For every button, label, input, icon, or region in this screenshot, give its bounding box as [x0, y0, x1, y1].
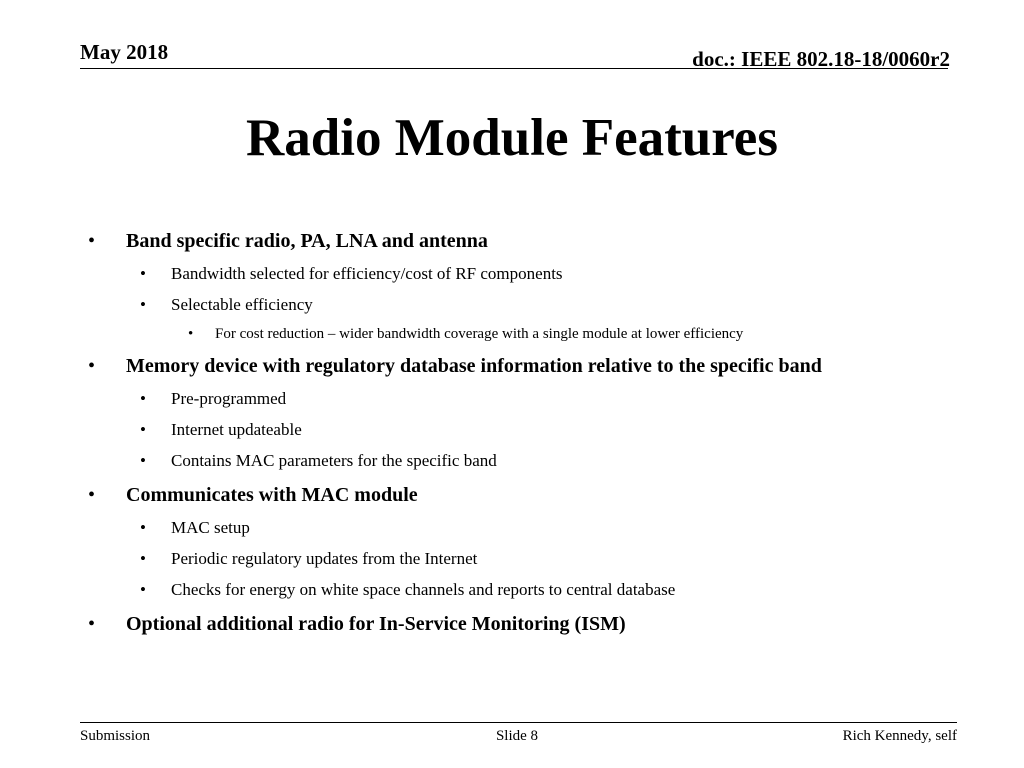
footer-divider — [80, 722, 957, 723]
bullet-marker: • — [140, 389, 146, 408]
sub-bullet-text: Pre-programmed — [171, 389, 287, 408]
sub-bullet-item — [140, 549, 478, 569]
bullet-item — [88, 484, 418, 507]
bullet-text: Band specific radio, PA, LNA and antenna — [126, 230, 488, 252]
bullet-marker: • — [140, 451, 146, 470]
slide-title: Radio Module Features — [246, 109, 778, 167]
bullet-marker: • — [140, 518, 146, 537]
sub-bullet-text: Contains MAC parameters for the specific band — [171, 451, 497, 470]
sub-bullet-item — [140, 295, 313, 315]
sub-sub-bullet-text: For cost reduction – wider bandwidth coverage with a single module at lower efficiency — [215, 326, 744, 342]
bullet-item — [88, 230, 488, 253]
footer-slide-number: Slide 8 — [495, 728, 539, 744]
bullet-item — [88, 613, 626, 636]
sub-bullet-item — [140, 580, 676, 600]
sub-bullet-text: Selectable efficiency — [171, 295, 313, 314]
sub-bullet-text: Internet updateable — [171, 420, 302, 439]
sub-bullet-text: MAC setup — [171, 518, 250, 537]
sub-bullet-item — [140, 518, 250, 538]
bullet-text: Communicates with MAC module — [126, 484, 418, 506]
header-date: May 2018 — [80, 40, 169, 64]
footer-submission: Submission — [80, 728, 151, 744]
bullet-marker: • — [88, 230, 96, 252]
bullet-marker: • — [140, 264, 146, 283]
sub-bullet-item — [140, 420, 302, 440]
bullet-marker: • — [88, 355, 96, 377]
sub-bullet-item — [140, 264, 563, 284]
bullet-marker: • — [88, 613, 96, 635]
bullet-marker: • — [188, 326, 194, 342]
sub-bullet-text: Bandwidth selected for efficiency/cost of RF components — [171, 264, 563, 283]
bullet-item — [88, 355, 822, 378]
bullet-text: Optional additional radio for In-Service Monitoring (ISM) — [126, 613, 626, 635]
bullet-marker: • — [140, 420, 146, 439]
footer-author: Rich Kennedy, self — [842, 728, 957, 744]
bullet-marker: • — [140, 549, 146, 568]
bullet-text: Memory device with regulatory database information relative to the specific band — [126, 355, 822, 377]
sub-bullet-text: Periodic regulatory updates from the Internet — [171, 549, 478, 568]
header-doc-id: doc.: IEEE 802.18-18/0060r2 — [692, 47, 950, 71]
bullet-marker: • — [88, 484, 96, 506]
sub-bullet-item — [140, 389, 287, 409]
bullet-marker: • — [140, 580, 146, 599]
bullet-marker: • — [140, 295, 146, 314]
sub-bullet-text: Checks for energy on white space channels and reports to central database — [171, 580, 676, 599]
sub-sub-bullet-item — [188, 326, 744, 343]
sub-bullet-item — [140, 451, 497, 471]
